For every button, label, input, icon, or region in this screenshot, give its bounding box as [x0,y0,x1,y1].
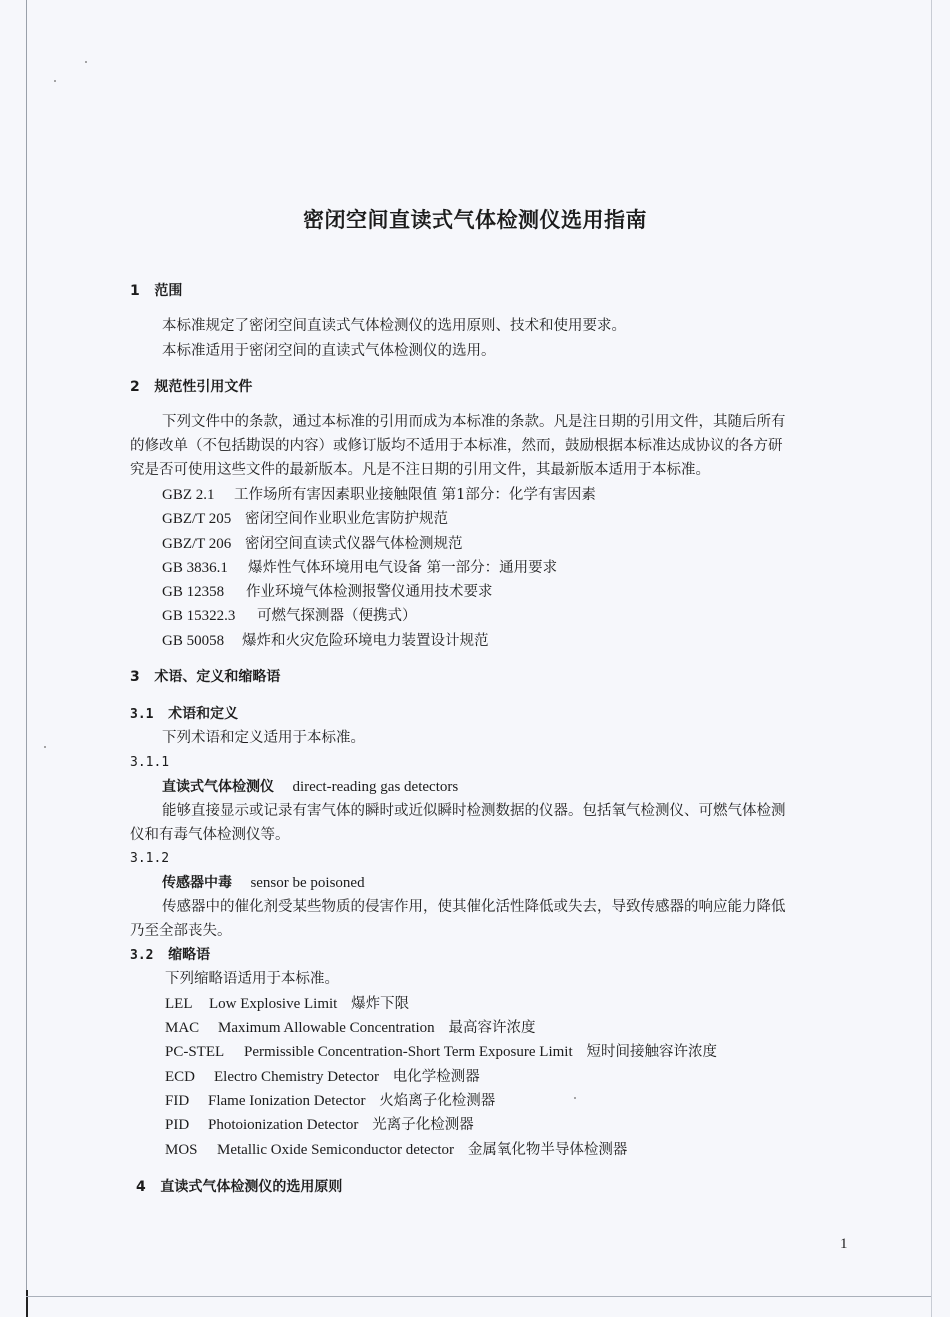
section-number: 3.1 [130,707,154,722]
definition-line: 能够直接显示或记录有害气体的瞬时或近似瞬时检测数据的仪器。包括氧气检测仪、可燃气体检测 [162,803,786,819]
reference-code: GB 15322.3 [162,608,236,624]
section-number: 4 [136,1179,146,1195]
reference-item [162,534,463,554]
reference-item [162,631,489,651]
term-english: direct-reading gas detectors [292,779,459,795]
paragraph: 本标准适用于密闭空间的直读式气体检测仪的选用。 [162,343,496,359]
section-title: 术语、定义和缩略语 [154,669,281,685]
abbreviation-chinese: 爆炸下限 [351,996,410,1012]
reference-code: GBZ/T 206 [162,536,232,552]
paragraph-line: 下列文件中的条款，通过本标准的引用而成为本标准的条款。凡是注日期的引用文件，其随后所有 [162,414,786,430]
abbreviation-item [165,1042,717,1062]
abbreviation-item [165,1115,474,1135]
abbreviation-english: Maximum Allowable Concentration [218,1020,435,1036]
section-title: 规范性引用文件 [154,379,253,395]
term-english: sensor be poisoned [250,875,365,891]
section-title: 范围 [154,283,183,299]
paragraph-line: 的修改单（不包括勘误的内容）或修订版均不适用于本标准，然而，鼓励根据本标准达成协议的各方研 [130,438,783,454]
abbreviation-english: Photoionization Detector [208,1117,359,1133]
abbreviation-chinese: 短时间接触容许浓度 [586,1044,717,1060]
scan-edge-left [26,0,27,1317]
abbreviation-chinese: 最高容许浓度 [448,1020,536,1036]
reference-item [162,582,493,602]
section-2-heading [130,377,252,397]
abbreviation-item [165,994,409,1014]
reference-title: 密闭空间作业职业危害防护规范 [245,511,448,527]
clause-number: 3.1.2 [130,851,170,866]
abbreviation-english: Flame Ionization Detector [208,1093,366,1109]
reference-title: 密闭空间直读式仪器气体检测规范 [245,536,463,552]
reference-title: 作业环境气体检测报警仪通用技术要求 [246,584,493,600]
abbreviation-english: Electro Chemistry Detector [214,1069,379,1085]
abbreviation-chinese: 火焰离子化检测器 [379,1093,496,1109]
scan-speck [85,61,87,63]
abbreviation: FID [165,1093,190,1109]
page-number: 1 [840,1236,848,1252]
term-chinese: 传感器中毒 [162,875,232,891]
reference-code: GB 3836.1 [162,560,228,576]
definition-line: 乃至全部丧失。 [130,923,232,939]
clause-number: 3.1.1 [130,755,170,770]
section-title: 直读式气体检测仪的选用原则 [160,1179,343,1195]
term-chinese: 直读式气体检测仪 [162,779,274,795]
section-title: 术语和定义 [168,706,239,722]
abbreviation-english: Permissible Concentration-Short Term Exposure Limit [244,1044,573,1060]
abbreviation: MOS [165,1142,198,1158]
reference-title: 爆炸和火灾危险环境电力装置设计规范 [242,633,489,649]
abbreviation-item [165,1018,535,1038]
scan-edge-right [931,0,932,1317]
abbreviation: ECD [165,1069,195,1085]
document-title: 密闭空间直读式气体检测仪选用指南 [303,208,647,232]
scan-edge-bottom [26,1296,931,1297]
term-entry [162,777,458,797]
term-entry [162,873,365,893]
section-4-heading [136,1177,342,1197]
paragraph-line: 究是否可使用这些文件的最新版本。凡是不注日期的引用文件，其最新版本适用于本标准。 [130,462,710,478]
abbreviation-chinese: 金属氧化物半导体检测器 [467,1142,628,1158]
abbreviation-english: Low Explosive Limit [209,996,338,1012]
reference-code: GB 50058 [162,633,225,649]
abbreviation-item [165,1091,495,1111]
reference-title: 工作场所有害因素职业接触限值 第1部分：化学有害因素 [234,487,596,503]
scan-speck [54,80,56,82]
paragraph: 下列缩略语适用于本标准。 [165,971,339,987]
abbreviation-chinese: 电化学检测器 [392,1069,480,1085]
scan-speck [44,746,46,748]
section-number: 3 [130,669,140,685]
definition-line: 仪和有毒气体检测仪等。 [130,827,290,843]
reference-item [162,509,448,529]
subsection-3-2-heading [130,945,210,966]
reference-item [162,485,596,505]
scan-edge-mark [26,1290,28,1317]
reference-code: GB 12358 [162,584,225,600]
abbreviation-english: Metallic Oxide Semiconductor detector [217,1142,455,1158]
section-number: 1 [130,283,140,299]
section-number: 3.2 [130,948,154,963]
definition-line: 传感器中的催化剂受某些物质的侵害作用，使其催化活性降低或失去，导致传感器的响应能力降低 [162,899,786,915]
abbreviation: PC-STEL [165,1044,225,1060]
abbreviation-item [165,1067,480,1087]
scan-speck [574,1097,576,1099]
abbreviation: PID [165,1117,190,1133]
reference-title: 可燃气探测器（便携式） [257,608,417,624]
abbreviation-chinese: 光离子化检测器 [372,1117,474,1133]
section-3-heading [130,667,280,687]
paragraph: 本标准规定了密闭空间直读式气体检测仪的选用原则、技术和使用要求。 [162,318,626,334]
section-title: 缩略语 [168,947,211,963]
reference-item [162,558,557,578]
reference-item [162,606,417,626]
abbreviation: LEL [165,996,193,1012]
reference-title: 爆炸性气体环境用电气设备 第一部分：通用要求 [248,560,558,576]
reference-code: GBZ 2.1 [162,487,215,503]
section-1-heading [130,281,182,301]
abbreviation: MAC [165,1020,200,1036]
paragraph: 下列术语和定义适用于本标准。 [162,730,365,746]
subsection-3-1-heading [130,704,238,725]
abbreviation-item [165,1140,627,1160]
reference-code: GBZ/T 205 [162,511,232,527]
section-number: 2 [130,379,140,395]
